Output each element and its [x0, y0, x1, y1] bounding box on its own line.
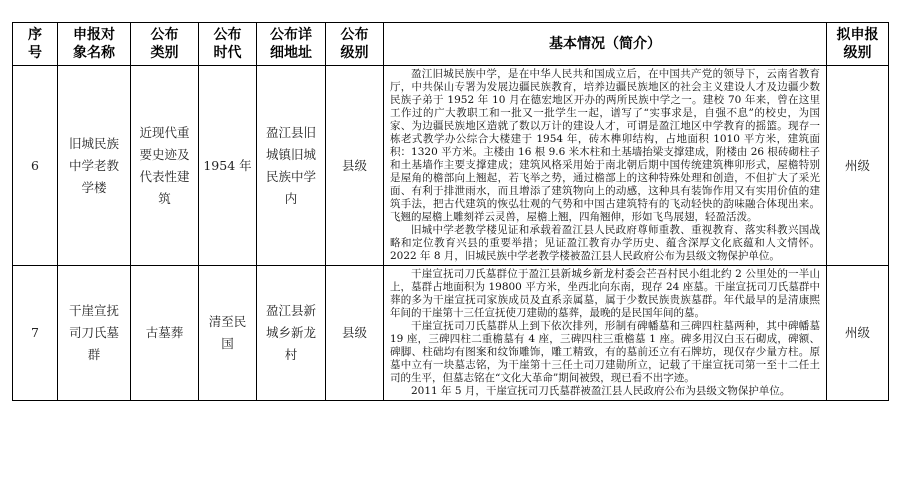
proposed-level-cell: 州级 [827, 66, 889, 266]
level-cell: 县级 [326, 66, 384, 266]
table-row [13, 266, 889, 401]
level-cell: 县级 [326, 266, 384, 401]
header-era: 公布时代 [199, 23, 257, 66]
era-cell: 1954 年 [199, 66, 257, 266]
header-level: 公布级别 [326, 23, 384, 66]
serial-number-cell: 6 [13, 66, 58, 266]
description-paragraph: 盈江旧城民族中学，是在中华人民共和国成立后，在中国共产党的领导下，云南省教育厅，中共保山专署为发展边疆民族教育，培养边疆民族地区的社会主义建设人才及边疆少数民族子弟于 1952 年 10 月在德宏地区开办的两所民族中学之一。建校 70 年来，曾在这里工作过的广大教职工和一批又一批学生一起，谱写了“实事求是，自强不息”的校史，为国家、为边疆民族地区造就了数以万计的建设人才，可谓是盈江地区中学教育的摇篮。现存一栋老式教学办公综合大楼建于 1954 年，砖木榫卯结构，占地面积 1010 平方米，建筑面积：1320 平方米。主楼由 16 根 9.6 米木柱和土基墙抬梁支撑建成，附楼由 26 根砖砌柱子和土基墙作主要支撑建成；建筑风格采用始于南北朝后期中国传统建筑榫卯形式，屋檐特别是屋角的檐部向上翘起，若飞举之势，通过檐部上的这种特殊处理和创造，不但扩大了采光面、有利于排泄雨水，而且增添了建筑物向上的动感，这种具有装饰作用又有实用价值的建筑手法，把古代建筑的恢弘壮观的气势和中国古建筑特有的飞动轻快的韵味融合体现出来。飞翘的屋檐上雕刻祥云灵兽，屋檐上翘，四角翘伸，形如飞鸟展翅，轻盈活泼。 [390, 68, 820, 223]
header-serial-number: 序号 [13, 23, 58, 66]
header-description: 基本情况（简介） [384, 23, 827, 66]
description-paragraph: 干崖宣抚司刀氏墓群位于盈江县新城乡新龙村委会芒吾村民小组北约 2 公里处的一半山上，墓群占地面积为 19800 平方米，坐西北向东南，现存 24 座墓。干崖宣抚司刀氏墓群中葬的多为干崖宣抚司家族成员及直系亲属墓，属于少数民族贵族墓群。年代最早的是清康熙年间的干崖第十三任宣抚使刀建勋的墓葬，最晚的是民国年间的墓。 [390, 268, 820, 319]
description-cell [384, 66, 827, 266]
description-paragraph: 2011 年 5 月，干崖宣抚司刀氏墓群被盈江县人民政府公布为县级文物保护单位。 [411, 385, 791, 397]
header-object-name: 申报对象名称 [58, 23, 131, 66]
header-address: 公布详细地址 [257, 23, 326, 66]
address-cell: 盈江县新城乡新龙村 [257, 266, 326, 401]
era-cell: 清至民国 [199, 266, 257, 401]
description-cell [384, 266, 827, 401]
description-paragraph: 干崖宣抚司刀氏墓群从上到下依次排列，形制有碑幡墓和三碑四柱墓两种，其中碑幡墓 19 座，三碑四柱二重檐墓有 4 座，三碑四柱三重檐墓 1 座。碑多用汉白玉石砌成，碑额、碑脚、柱础均有图案和纹饰雕饰，雕工精致，有的墓前还立有石牌坊，现仅存少量方柱。原墓中立有一块墓志铭，为干崖第十三任土司刀建勋所立，记载了干崖宣抚司第一至十二任土司的生平，但墓志铭在“文化大革命”期间被毁，现已看不出字迹。 [390, 320, 820, 384]
table-row [13, 66, 889, 266]
heritage-declaration-table [12, 22, 889, 401]
serial-number-cell: 7 [13, 266, 58, 401]
header-category: 公布类别 [131, 23, 199, 66]
proposed-level-cell: 州级 [827, 266, 889, 401]
description-paragraph: 旧城中学老教学楼见证和承载着盈江县人民政府尊师重教、重视教育、落实科教兴国战略和定位教育兴县的重要举措；见证盈江教育办学历史、蕴含深厚文化底蕴和人文情怀。2022 年 8 月，旧城民族中学老教学楼被盈江县人民政府公布为县级文物保护单位。 [390, 224, 820, 262]
object-name-cell: 旧城民族中学老教学楼 [58, 66, 131, 266]
category-cell: 近现代重要史迹及代表性建筑 [131, 66, 199, 266]
category-cell: 古墓葬 [131, 266, 199, 401]
header-row [13, 23, 889, 66]
header-proposed-level: 拟申报级别 [827, 23, 889, 66]
address-cell: 盈江县旧城镇旧城民族中学内 [257, 66, 326, 266]
object-name-cell: 干崖宣抚司刀氏墓群 [58, 266, 131, 401]
